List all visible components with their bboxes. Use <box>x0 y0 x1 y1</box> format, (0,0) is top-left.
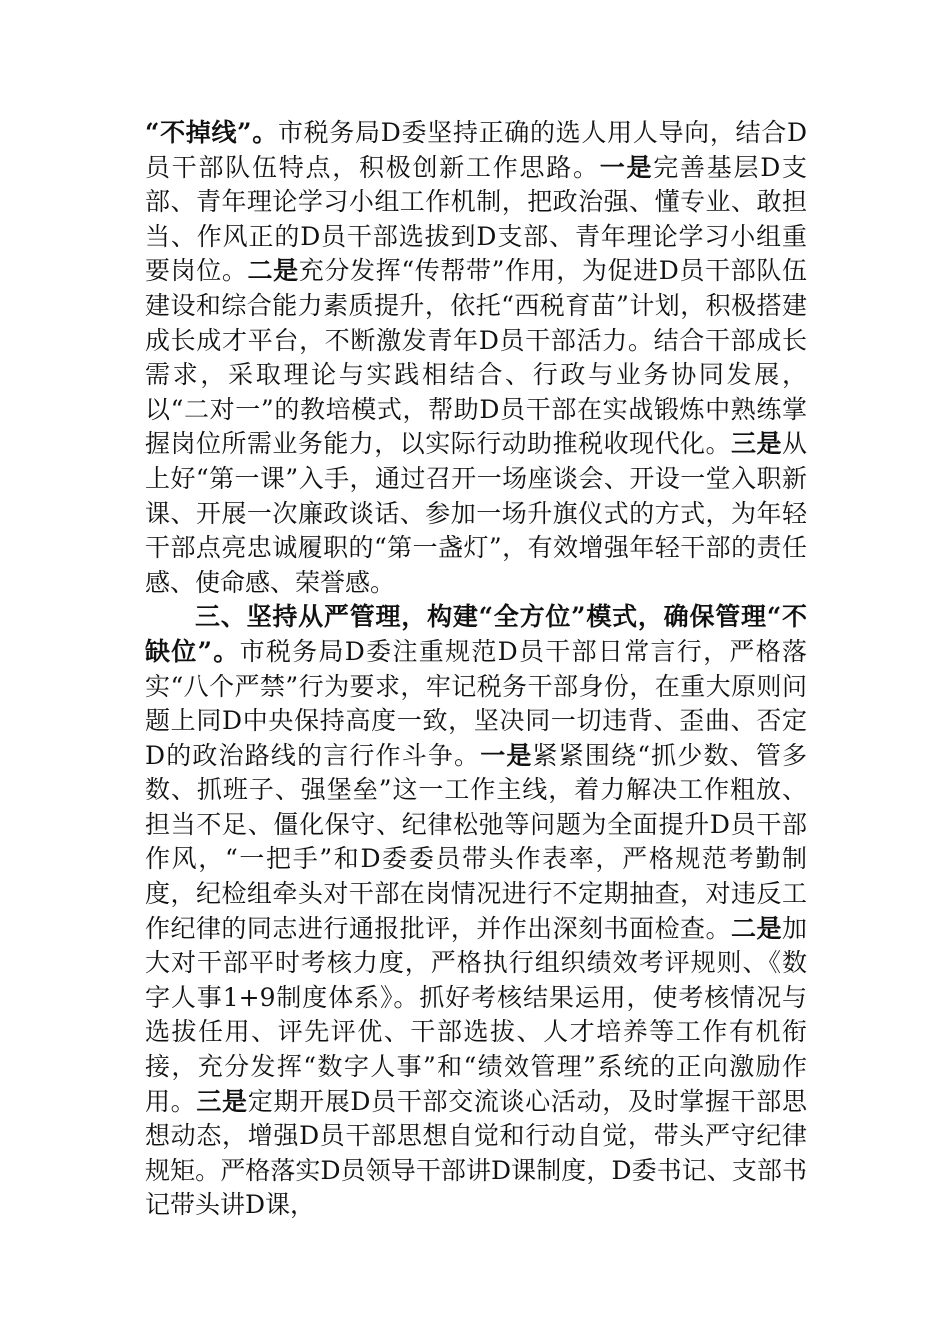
paragraph-1 <box>145 116 807 600</box>
paragraph-1-text-a: 市税务局D委坚持正确的选人用人导向，结合D员干部队伍特点，积极创新工作思路。 <box>145 118 807 182</box>
paragraph-1-point-1-marker: 一是 <box>599 152 654 182</box>
paragraph-2-text-a: 市税务局D委注重规范D员干部日常言行，严格落实“八个严禁”行为要求，牢记税务干部身份，在重大原则问题上同D中央保持高度一致，坚决同一切违背、歪曲、否定D的政治路线的言行作斗争。 <box>145 636 807 770</box>
paragraph-1-point-3-text: 从上好“第一课”入手，通过召开一场座谈会、开设一堂入职新课、开展一次廉政谈话、参加一场升旗仪式的方式，为年轻干部点亮忠诚履职的“第一盏灯”，有效增强年轻干部的责任感、使命感、荣誉感。 <box>145 429 807 597</box>
paragraph-1-point-1-text: 完善基层D支部、青年理论学习小组工作机制，把政治强、懂专业、敢担当、作风正的D员干部选拔到D支部、青年理论学习小组重要岗位。 <box>145 152 807 286</box>
paragraph-2-point-3-marker: 三是 <box>196 1086 248 1116</box>
paragraph-1-heading-tail: “不掉线”。 <box>145 118 278 147</box>
paragraph-2 <box>145 600 807 1223</box>
paragraph-2-point-2-marker: 二是 <box>731 913 782 943</box>
paragraph-1-point-3-marker: 三是 <box>731 429 782 459</box>
paragraph-1-point-2-text: 充分发挥“传帮带”作用，为促进D员干部队伍建设和综合能力素质提升，依托“西税育苗”计划，积极搭建成长成才平台，不断激发青年D员干部活力。结合干部成长需求，采取理论与实践相结合、行政与业务协同发展，以“二对一”的教培模式，帮助D员干部在实战锻炼中熟练掌握岗位所需业务能力，以实际行动助推税收现代化。 <box>145 256 807 459</box>
paragraph-1-point-2-marker: 二是 <box>247 256 299 286</box>
paragraph-2-point-1-marker: 一是 <box>480 740 533 770</box>
section-3-heading: 三、坚持从严管理，构建“全方位”模式，确保管理“不缺位”。 <box>145 602 807 666</box>
paragraph-2-point-1-text: 紧紧围绕“抓少数、管多数、抓班子、强堡垒”这一工作主线，着力解决工作粗放、担当不足、僵化保守、纪律松弛等问题为全面提升D员干部作风，“一把手”和D委委员带头作表率，严格规范考勤制度，纪检组牵头对干部在岗情况进行不定期抽查，对违反工作纪律的同志进行通报批评，并作出深刻书面检查。 <box>145 740 807 943</box>
paragraph-2-point-2-text: 加大对干部平时考核力度，严格执行组织绩效考评规则、《数字人事1+9制度体系》。抓好考核结果运用，使考核情况与选拔任用、评先评优、干部选拔、人才培养等工作有机衔接，充分发挥“数字人事”和“绩效管理”系统的正向激励作用。 <box>145 913 807 1116</box>
document-page <box>145 116 807 1223</box>
paragraph-2-point-3-text: 定期开展D员干部交流谈心活动，及时掌握干部思想动态，增强D员干部思想自觉和行动自觉，带头严守纪律规矩。严格落实D员领导干部讲D课制度，D委书记、支部书记带头讲D课， <box>145 1086 807 1220</box>
